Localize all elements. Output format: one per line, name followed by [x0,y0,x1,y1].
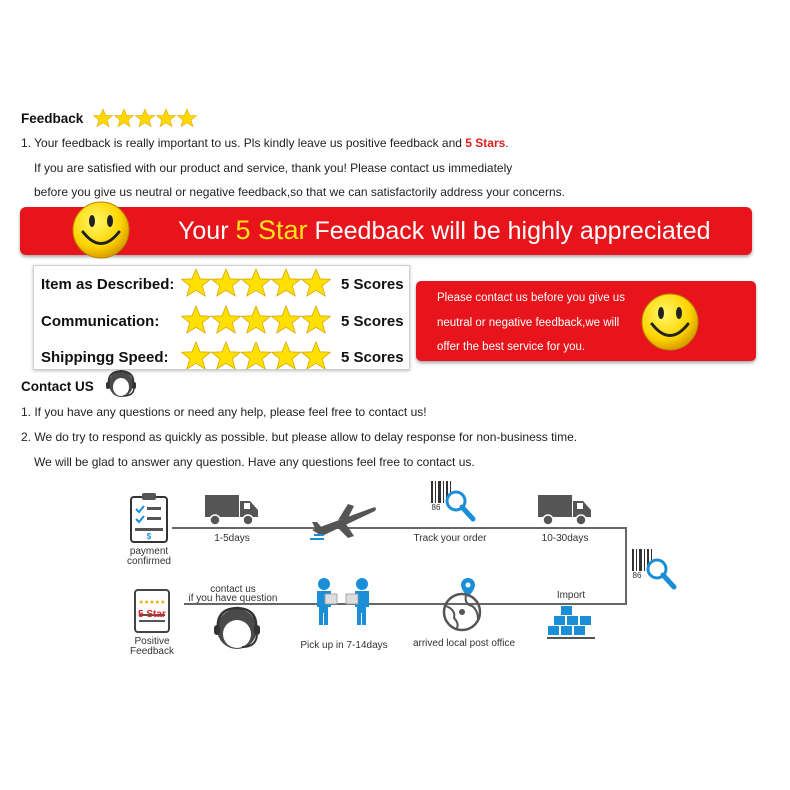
score-value-communication: 5 Scores [341,313,404,330]
notice-smiley-icon [639,291,701,358]
flow-line-right [625,527,627,605]
airplane-icon [308,500,378,545]
score-label-shipping: Shippingg Speed: [41,349,169,366]
notice-line-1: Please contact us before you give us [437,292,625,304]
barcode-number: 86 [431,503,441,512]
payment-clipboard-icon [129,492,169,549]
star-row-icon [181,340,331,372]
caption-1-5-days: 1-5days [214,533,250,544]
barcode-number-2: 86 [632,571,642,580]
svg-text:$: $ [146,532,152,541]
payment-caption-2: confirmed [127,556,171,567]
smiley-icon [70,199,132,266]
post-office-globe-icon [440,576,484,639]
banner-text: Your 5 Star Feedback will be highly appreciated [178,215,711,245]
score-label-item: Item as Described: [41,276,175,293]
support-agent-icon [210,605,264,656]
contact-line-2: 2. We do try to respond as quickly as possible. but please allow to delay response for non-business time. [21,430,578,444]
delivery-truck-icon [204,493,260,532]
caption-track-order: Track your order [413,533,487,544]
contact-title: Contact US [21,379,94,394]
caption-contact-1: contact us [210,584,256,595]
contact-line-3: We will be glad to answer any question. Have any questions feel free to contact us. [34,455,475,469]
five-star-rating-icon [93,107,199,129]
feedback-title: Feedback [21,111,84,126]
courier-pickup-icon [310,576,380,633]
notice-line-2: neutral or negative feedback,we will [437,317,620,329]
contact-line-1: 1. If you have any questions or need any help, please feel free to contact us! [21,405,427,419]
svg-text:★★★★★: ★★★★★ [138,599,166,606]
caption-import: Import [556,590,586,601]
delivery-truck-icon-2 [537,493,593,532]
score-value-shipping: 5 Scores [341,349,404,366]
headset-agent-icon [103,368,139,405]
caption-contact-2: if you have question [188,593,278,604]
star-row-icon [181,304,331,336]
caption-pickup: Pick up in 7-14days [300,640,388,651]
caption-positive-1: Positive [134,636,170,647]
caption-positive-2: Feedback [130,646,174,657]
score-stars-shipping [181,340,331,377]
star-row-icon [181,267,331,299]
score-stars-item [181,267,331,304]
import-boxes-icon [547,605,597,646]
payment-caption-1: payment [129,546,169,557]
score-stars-communication [181,304,331,341]
caption-post-office: arrived local post office [412,638,516,649]
score-value-item: 5 Scores [341,276,404,293]
feedback-line-2: If you are satisfied with our product and service, thank you! Please contact us immediately [34,161,513,175]
feedback-line-3: before you give us neutral or negative feedback,so that we can satisfactorily address your concerns. [34,185,565,199]
feedback-line-1: 1. Your feedback is really important to us. Pls kindly leave us positive feedback and 5 Stars. [21,136,509,150]
notice-line-3: offer the best service for you. [437,341,586,353]
feedback-stars [93,107,199,134]
score-label-communication: Communication: [41,313,160,330]
caption-10-30-days: 10-30days [541,533,589,544]
five-star-label: 5 Star [138,609,166,620]
